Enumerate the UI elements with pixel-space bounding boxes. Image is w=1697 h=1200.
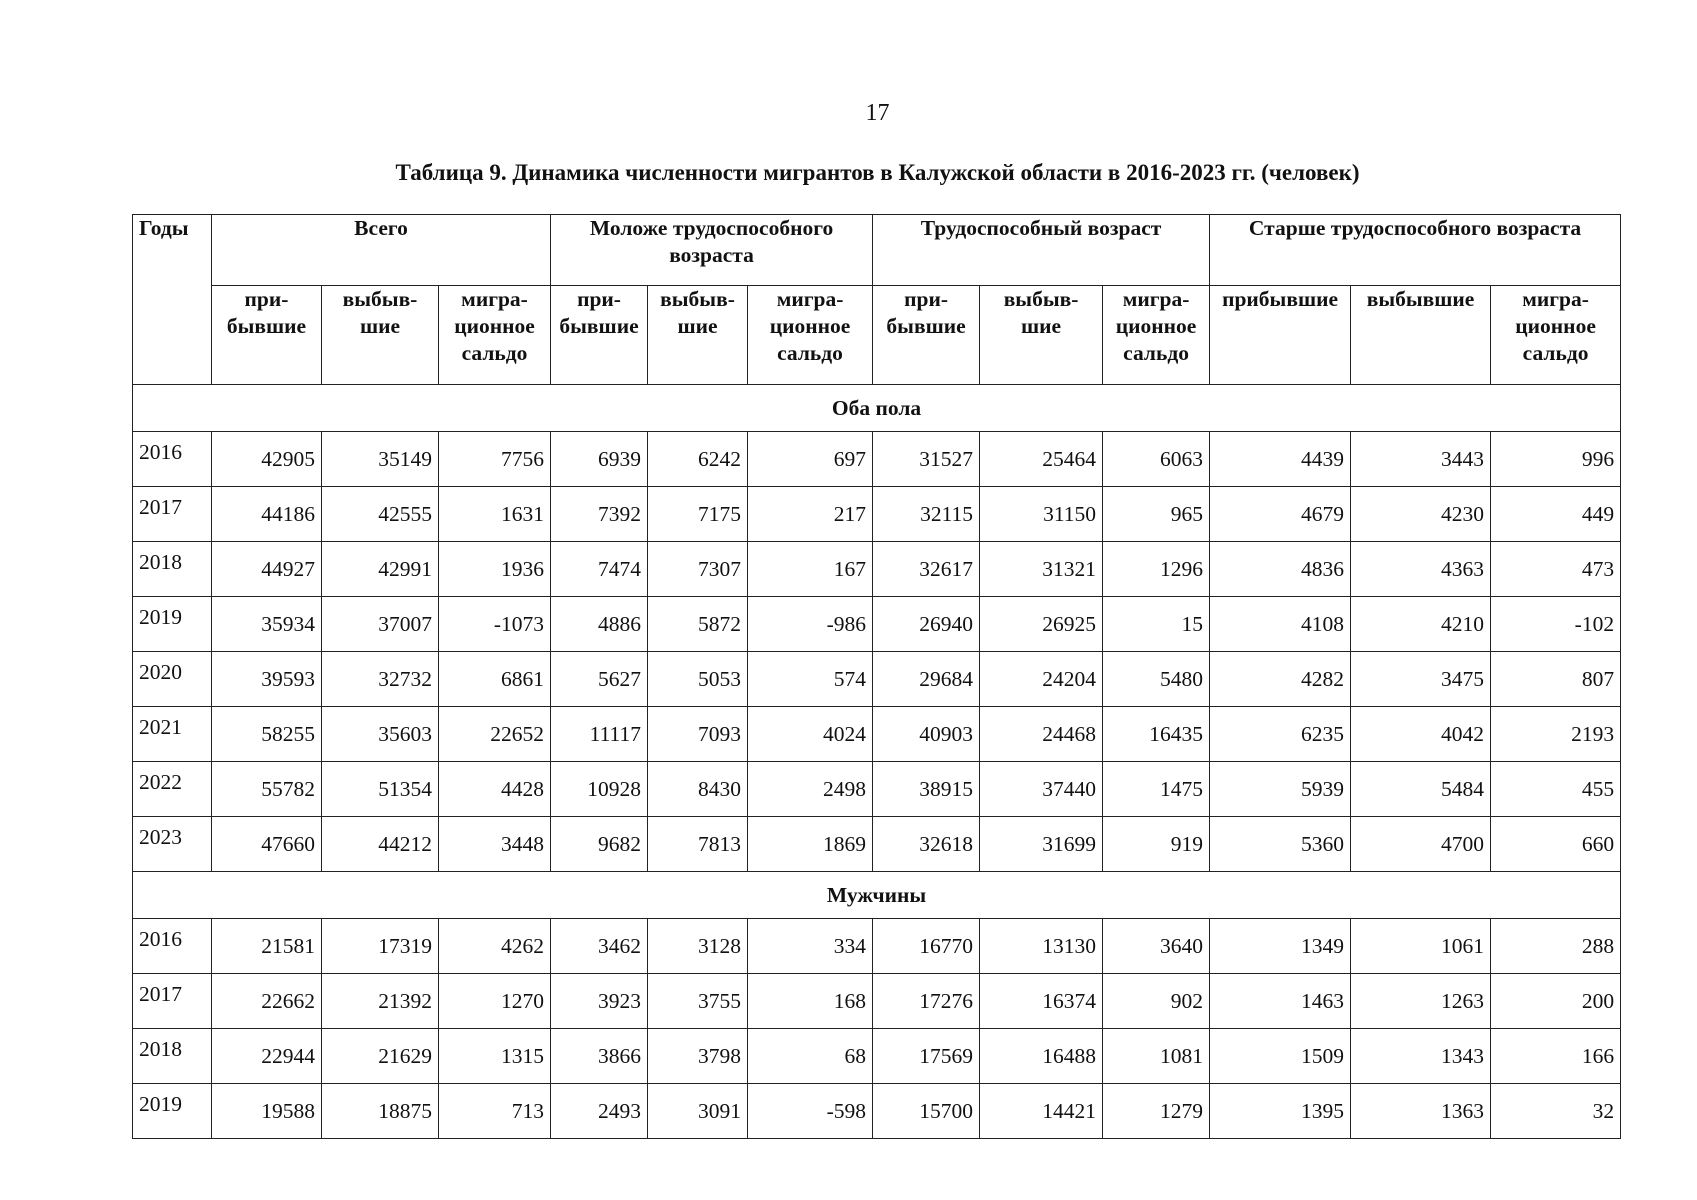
value-cell: 44212 [322,817,439,872]
value-cell: 288 [1491,919,1621,974]
value-cell: 1631 [439,487,551,542]
subheader-arrived: при- бывшие [212,286,322,385]
value-cell: 449 [1491,487,1621,542]
value-cell: 47660 [212,817,322,872]
page-number: 17 [865,100,890,126]
value-cell: 16488 [980,1029,1103,1084]
value-cell: 3798 [648,1029,748,1084]
subheader-arrived: прибывшие [1210,286,1351,385]
year-cell: 2022 [133,762,212,817]
year-cell: 2016 [133,432,212,487]
value-cell: 26925 [980,597,1103,652]
value-cell: 807 [1491,652,1621,707]
year-cell: 2018 [133,1029,212,1084]
table-row [133,597,1621,652]
value-cell: 4363 [1351,542,1491,597]
section-row [133,872,1621,919]
value-cell: 29684 [873,652,980,707]
table-row [133,817,1621,872]
value-cell: 4428 [439,762,551,817]
value-cell: 3448 [439,817,551,872]
year-cell: 2017 [133,487,212,542]
value-cell: 6861 [439,652,551,707]
value-cell: 35149 [322,432,439,487]
value-cell: 6939 [551,432,648,487]
value-cell: 167 [748,542,873,597]
value-cell: 4262 [439,919,551,974]
value-cell: 1869 [748,817,873,872]
value-cell: 9682 [551,817,648,872]
table-row [133,1029,1621,1084]
value-cell: 1263 [1351,974,1491,1029]
value-cell: 1936 [439,542,551,597]
value-cell: 44927 [212,542,322,597]
value-cell: 8430 [648,762,748,817]
value-cell: 1463 [1210,974,1351,1029]
value-cell: 168 [748,974,873,1029]
value-cell: 1315 [439,1029,551,1084]
subheader-net-migration: мигра- ционное сальдо [1103,286,1210,385]
year-cell: 2018 [133,542,212,597]
value-cell: 21581 [212,919,322,974]
value-cell: 7813 [648,817,748,872]
value-cell: 31321 [980,542,1103,597]
value-cell: 17569 [873,1029,980,1084]
subheader-arrived: при- бывшие [873,286,980,385]
value-cell: 1296 [1103,542,1210,597]
value-cell: 4108 [1210,597,1351,652]
value-cell: 697 [748,432,873,487]
value-cell: 32732 [322,652,439,707]
value-cell: 1475 [1103,762,1210,817]
year-cell: 2016 [133,919,212,974]
value-cell: 4836 [1210,542,1351,597]
value-cell: 7175 [648,487,748,542]
header-years: Годы [133,215,212,385]
value-cell: 68 [748,1029,873,1084]
value-cell: 4042 [1351,707,1491,762]
value-cell: 4439 [1210,432,1351,487]
value-cell: 16435 [1103,707,1210,762]
table-title: Таблица 9. Динамика численности мигрантов в Калужской области в 2016-2023 гг. (человек) [395,160,1360,185]
value-cell: -986 [748,597,873,652]
value-cell: 1509 [1210,1029,1351,1084]
value-cell: 39593 [212,652,322,707]
table-header [133,215,1621,385]
value-cell: 24204 [980,652,1103,707]
value-cell: 1279 [1103,1084,1210,1139]
value-cell: 25464 [980,432,1103,487]
value-cell: 24468 [980,707,1103,762]
value-cell: 16374 [980,974,1103,1029]
value-cell: 574 [748,652,873,707]
value-cell: 166 [1491,1029,1621,1084]
value-cell: 7093 [648,707,748,762]
subheader-net-migration: мигра- ционное сальдо [748,286,873,385]
value-cell: 7307 [648,542,748,597]
value-cell: 40903 [873,707,980,762]
value-cell: 5360 [1210,817,1351,872]
value-cell: 473 [1491,542,1621,597]
value-cell: 5480 [1103,652,1210,707]
value-cell: 21629 [322,1029,439,1084]
value-cell: 3923 [551,974,648,1029]
year-cell: 2019 [133,1084,212,1139]
value-cell: 21392 [322,974,439,1029]
value-cell: 660 [1491,817,1621,872]
value-cell: 7392 [551,487,648,542]
value-cell: 17319 [322,919,439,974]
value-cell: 37007 [322,597,439,652]
table-row [133,974,1621,1029]
value-cell: 3866 [551,1029,648,1084]
value-cell: 31527 [873,432,980,487]
value-cell: 26940 [873,597,980,652]
value-cell: 42905 [212,432,322,487]
value-cell: 3475 [1351,652,1491,707]
value-cell: 35934 [212,597,322,652]
table-row [133,762,1621,817]
table-row [133,707,1621,762]
value-cell: 32 [1491,1084,1621,1139]
value-cell: 6235 [1210,707,1351,762]
year-cell: 2021 [133,707,212,762]
subheader-departed: выбыв- шие [980,286,1103,385]
year-cell: 2017 [133,974,212,1029]
value-cell: 13130 [980,919,1103,974]
value-cell: 1270 [439,974,551,1029]
value-cell: 11117 [551,707,648,762]
subheader-departed: выбывшие [1351,286,1491,385]
value-cell: 217 [748,487,873,542]
value-cell: 3128 [648,919,748,974]
header-group-total: Всего [212,215,551,286]
value-cell: 31150 [980,487,1103,542]
value-cell: 4230 [1351,487,1491,542]
value-cell: -598 [748,1084,873,1139]
value-cell: 10928 [551,762,648,817]
value-cell: 1343 [1351,1029,1491,1084]
value-cell: 3091 [648,1084,748,1139]
section-row [133,385,1621,432]
value-cell: 5872 [648,597,748,652]
value-cell: 4210 [1351,597,1491,652]
value-cell: 16770 [873,919,980,974]
subheader-arrived: при- бывшие [551,286,648,385]
value-cell: 455 [1491,762,1621,817]
subheader-net-migration: мигра- ционное сальдо [1491,286,1621,385]
section-label: Оба пола [133,385,1621,432]
value-cell: 37440 [980,762,1103,817]
value-cell: 5053 [648,652,748,707]
value-cell: 51354 [322,762,439,817]
value-cell: 35603 [322,707,439,762]
value-cell: 5484 [1351,762,1491,817]
header-group-under-working-age: Моложе трудоспособного возраста [551,215,873,286]
value-cell: 32115 [873,487,980,542]
value-cell: 32617 [873,542,980,597]
value-cell: 31699 [980,817,1103,872]
value-cell: 14421 [980,1084,1103,1139]
migration-table [132,214,1621,1139]
value-cell: 18875 [322,1084,439,1139]
value-cell: 996 [1491,432,1621,487]
value-cell: 919 [1103,817,1210,872]
value-cell: 5627 [551,652,648,707]
value-cell: 58255 [212,707,322,762]
header-group-working-age: Трудоспособный возраст [873,215,1210,286]
value-cell: 4886 [551,597,648,652]
year-cell: 2019 [133,597,212,652]
value-cell: 965 [1103,487,1210,542]
subheader-departed: выбыв- шие [648,286,748,385]
value-cell: 7474 [551,542,648,597]
value-cell: 4282 [1210,652,1351,707]
value-cell: 3640 [1103,919,1210,974]
value-cell: 1363 [1351,1084,1491,1139]
value-cell: 22944 [212,1029,322,1084]
value-cell: 44186 [212,487,322,542]
subheader-net-migration: мигра- ционное сальдо [439,286,551,385]
table-row [133,919,1621,974]
value-cell: 1395 [1210,1084,1351,1139]
value-cell: 19588 [212,1084,322,1139]
value-cell: 3443 [1351,432,1491,487]
value-cell: 6242 [648,432,748,487]
value-cell: 6063 [1103,432,1210,487]
value-cell: 3462 [551,919,648,974]
value-cell: 713 [439,1084,551,1139]
value-cell: 42555 [322,487,439,542]
subheader-departed: выбыв- шие [322,286,439,385]
value-cell: 22662 [212,974,322,1029]
table-body [133,385,1621,1139]
value-cell: 2193 [1491,707,1621,762]
value-cell: 55782 [212,762,322,817]
table-row [133,432,1621,487]
table-row [133,542,1621,597]
value-cell: 4679 [1210,487,1351,542]
value-cell: 200 [1491,974,1621,1029]
value-cell: 32618 [873,817,980,872]
section-label: Мужчины [133,872,1621,919]
value-cell: 1081 [1103,1029,1210,1084]
value-cell: 2498 [748,762,873,817]
value-cell: 5939 [1210,762,1351,817]
value-cell: 38915 [873,762,980,817]
value-cell: 22652 [439,707,551,762]
table-row [133,1084,1621,1139]
table-row [133,487,1621,542]
value-cell: 334 [748,919,873,974]
value-cell: 4700 [1351,817,1491,872]
value-cell: 3755 [648,974,748,1029]
table-row [133,652,1621,707]
value-cell: 15 [1103,597,1210,652]
year-cell: 2020 [133,652,212,707]
value-cell: 1061 [1351,919,1491,974]
value-cell: -102 [1491,597,1621,652]
value-cell: 4024 [748,707,873,762]
value-cell: 1349 [1210,919,1351,974]
value-cell: -1073 [439,597,551,652]
year-cell: 2023 [133,817,212,872]
value-cell: 17276 [873,974,980,1029]
value-cell: 2493 [551,1084,648,1139]
value-cell: 902 [1103,974,1210,1029]
value-cell: 7756 [439,432,551,487]
value-cell: 15700 [873,1084,980,1139]
value-cell: 42991 [322,542,439,597]
header-group-over-working-age: Старше трудоспособного возраста [1210,215,1621,286]
